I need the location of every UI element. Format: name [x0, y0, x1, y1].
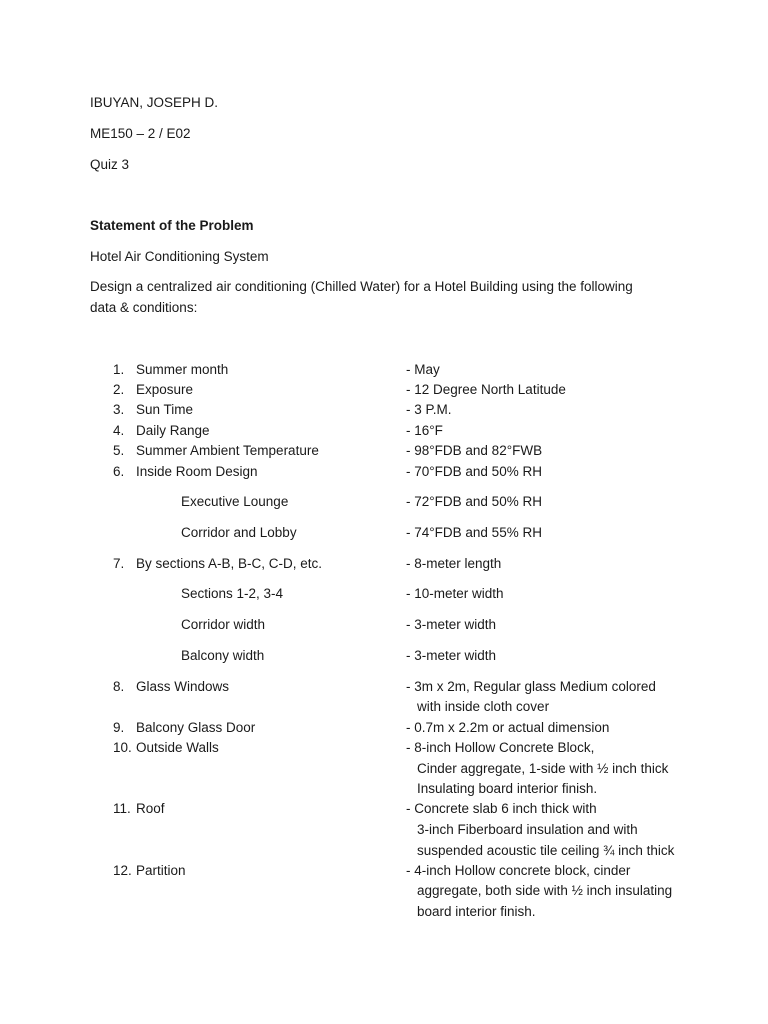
item-label: Sections 1-2, 3-4 — [181, 586, 284, 601]
item-label: Balcony width — [181, 648, 265, 663]
item-label: Partition — [136, 863, 186, 878]
item-value: - 72°FDB and 50% RH — [406, 494, 542, 509]
item-value-continued: aggregate, both side with ½ inch insulating — [417, 883, 673, 898]
item-value: - 70°FDB and 50% RH — [406, 464, 542, 479]
item-value-continued: board interior finish. — [417, 904, 536, 919]
item-label: Corridor and Lobby — [181, 525, 297, 540]
item-number: 8. — [113, 679, 125, 694]
item-number: 3. — [113, 402, 125, 417]
item-number: 7. — [113, 556, 125, 571]
item-number: 12. — [113, 863, 132, 878]
item-label: By sections A-B, B-C, C-D, etc. — [136, 556, 323, 571]
item-number: 5. — [113, 443, 125, 458]
item-label: Corridor width — [181, 617, 266, 632]
item-label: Glass Windows — [136, 679, 230, 694]
item-label: Roof — [136, 801, 165, 816]
item-number: 9. — [113, 720, 125, 735]
problem-intro-line2: data & conditions: — [90, 300, 198, 315]
item-number: 10. — [113, 740, 132, 755]
item-value-continued: Insulating board interior finish. — [417, 781, 598, 796]
item-label: Daily Range — [136, 423, 210, 438]
item-value: - May — [406, 362, 440, 377]
item-label: Summer month — [136, 362, 229, 377]
item-value: - 0.7m x 2.2m or actual dimension — [406, 720, 610, 735]
item-value: - 16°F — [406, 423, 443, 438]
problem-subtitle: Hotel Air Conditioning System — [90, 249, 269, 264]
item-value: - 10-meter width — [406, 586, 504, 601]
problem-intro-line1: Design a centralized air conditioning (Chilled Water) for a Hotel Building using the following — [90, 279, 633, 294]
problem-heading: Statement of the Problem — [90, 218, 254, 233]
item-value: - 4-inch Hollow concrete block, cinder — [406, 863, 631, 878]
item-number: 1. — [113, 362, 125, 377]
item-value: - 74°FDB and 55% RH — [406, 525, 542, 540]
item-value: - 3 P.M. — [406, 402, 452, 417]
item-label: Balcony Glass Door — [136, 720, 256, 735]
item-number: 6. — [113, 464, 125, 479]
item-number: 4. — [113, 423, 125, 438]
item-number: 2. — [113, 382, 125, 397]
item-number: 11. — [113, 801, 131, 816]
item-label: Outside Walls — [136, 740, 219, 755]
item-value: - 3m x 2m, Regular glass Medium colored — [406, 679, 656, 694]
item-label: Exposure — [136, 382, 194, 397]
item-value-continued: suspended acoustic tile ceiling ¾ inch thick — [417, 843, 675, 858]
item-label: Sun Time — [136, 402, 194, 417]
student-name: IBUYAN, JOSEPH D. — [90, 95, 219, 110]
course-code: ME150 – 2 / E02 — [90, 126, 191, 141]
item-label: Inside Room Design — [136, 464, 258, 479]
quiz-title: Quiz 3 — [90, 157, 130, 172]
item-label: Executive Lounge — [181, 494, 289, 509]
item-value: - 3-meter width — [406, 648, 497, 663]
item-value: - Concrete slab 6 inch thick with — [406, 801, 597, 816]
item-value: - 12 Degree North Latitude — [406, 382, 566, 397]
item-label: Summer Ambient Temperature — [136, 443, 319, 458]
item-value-continued: with inside cloth cover — [417, 699, 550, 714]
item-value-continued: 3-inch Fiberboard insulation and with — [417, 822, 638, 837]
item-value: - 8-meter length — [406, 556, 502, 571]
item-value: - 98°FDB and 82°FWB — [406, 443, 543, 458]
item-value: - 8-inch Hollow Concrete Block, — [406, 740, 595, 755]
item-value-continued: Cinder aggregate, 1-side with ½ inch thick — [417, 761, 669, 776]
item-value: - 3-meter width — [406, 617, 497, 632]
